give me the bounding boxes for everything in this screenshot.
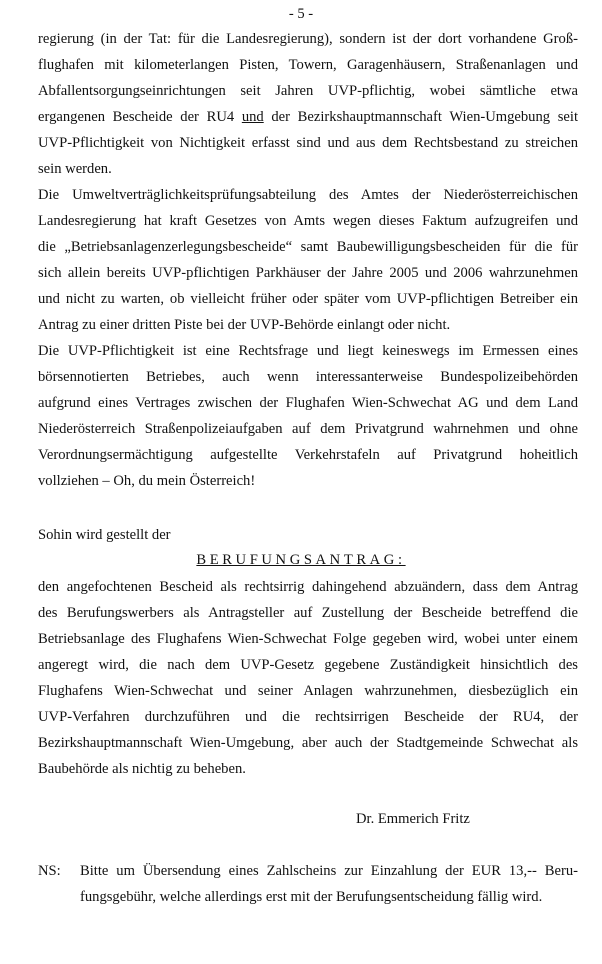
- text-line: sich allein bereits UVP-pflichtigen Parkhäuser der Jahre 2005 und 2006 wahrzunehmen: [38, 265, 578, 281]
- request-paragraph: [38, 574, 578, 782]
- text-line: den angefochtenen Bescheid als rechtsirrig dahingehend abzuändern, dass dem Antrag: [38, 579, 578, 595]
- text-line: Bezirkshauptmannschaft Wien-Umgebung, aber auch der Stadtgemeinde Schwechat als: [38, 735, 578, 751]
- text-line: des Berufungswerbers als Antragsteller auf Zustellung der Bescheide betreffend die: [38, 605, 578, 621]
- text-line: regierung (in der Tat: für die Landesregierung), sondern ist der dort vorhandene Groß-: [38, 31, 578, 47]
- text-line: Baubehörde als nichtig zu beheben.: [38, 761, 246, 777]
- text-line: flughafen mit kilometerlangen Pisten, Towern, Garagenhäusern, Straßenanlagen und: [38, 57, 578, 73]
- text-segment: ergangenen Bescheide der RU4: [38, 109, 242, 125]
- ns-label: NS:: [38, 863, 61, 879]
- text-line: Bitte um Übersendung eines Zahlscheins zur Einzahlung der EUR 13,-- Beru-: [80, 863, 578, 879]
- text-line: UVP-Verfahren durchzuführen und die rechtsirrigen Bescheide der RU4, der: [38, 709, 578, 725]
- intro-text: Sohin wird gestellt der: [38, 527, 171, 543]
- text-line: fungsgebühr, welche allerdings erst mit der Berufungsentscheidung fällig wird.: [80, 889, 543, 905]
- text-line: angeregt wird, die nach dem UVP-Gesetz gegebene Zuständigkeit hinsichtlich des: [38, 657, 578, 673]
- text-line: Die UVP-Pflichtigkeit ist eine Rechtsfrage und liegt keineswegs im Ermessen eines: [38, 343, 578, 359]
- underlined-word: und: [241, 109, 264, 125]
- text-segment: der Bezirkshauptmannschaft Wien-Umgebung seit: [263, 109, 579, 125]
- text-line: aufgrund eines Vertrages zwischen der Flughafen Wien-Schwechat AG und dem Land: [38, 395, 578, 411]
- ns-text: [80, 858, 578, 910]
- text-line: die „Betriebsanlagenzerlegungsbescheide“ samt Baubewilligungsbescheiden für die für: [38, 239, 578, 255]
- text-line: [38, 104, 578, 130]
- text-line: Antrag zu einer dritten Piste bei der UVP-Behörde einlangt oder nicht.: [38, 317, 451, 333]
- text-line: und nicht zu warten, ob vielleicht früher oder später vom UVP-pflichtigen Betreiber ein: [38, 291, 578, 307]
- text-line: Landesregierung hat kraft Gesetzes von Amts wegen dieses Faktum aufzugreifen und: [38, 213, 578, 229]
- text-line: börsennotierten Betriebes, auch wenn interessanterweise Bundespolizeibehörden: [38, 369, 578, 385]
- paragraph-2: [38, 182, 578, 338]
- paragraph-3: [38, 338, 578, 494]
- page-number: - 5 -: [288, 6, 314, 22]
- text-line: Niederösterreich Straßenpolizeiaufgaben auf dem Privatgrund wahrnehmen und ohne: [38, 421, 578, 437]
- text-line: UVP-Pflichtigkeit von Nichtigkeit erfasst sind und aus dem Rechtsbestand zu streichen: [38, 135, 578, 151]
- text-line: vollziehen – Oh, du mein Österreich!: [38, 473, 256, 489]
- text-line: Abfallentsorgungseinrichtungen seit Jahren UVP-pflichtig, wobei sämtliche etwa: [38, 83, 578, 99]
- text-line: Verordnungsermächtigung aufgestellte Verkehrstafeln auf Privatgrund hoheitlich: [38, 447, 578, 463]
- text-line: Betriebsanlage des Flughafens Wien-Schwechat Folge gegeben wird, wobei unter einem: [38, 631, 578, 647]
- paragraph-1: [38, 26, 578, 182]
- section-heading: BERUFUNGSANTRAG:: [196, 552, 406, 568]
- text-line: sein werden.: [38, 161, 112, 177]
- signature: Dr. Emmerich Fritz: [356, 811, 470, 827]
- text-line: Die Umweltverträglichkeitsprüfungsabteilung des Amtes der Niederösterreichischen: [38, 187, 578, 203]
- text-line: Flughafens Wien-Schwechat und seiner Anlagen wahrzunehmen, diesbezüglich ein: [38, 683, 578, 699]
